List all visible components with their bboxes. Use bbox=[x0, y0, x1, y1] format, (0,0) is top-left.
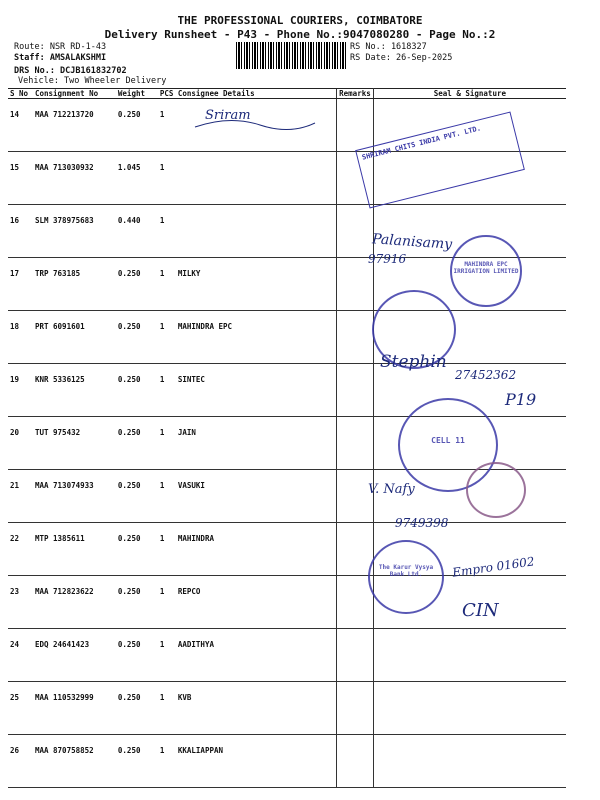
cell-sno: 21 bbox=[8, 470, 33, 523]
cell-weight: 0.250 bbox=[116, 364, 158, 417]
cell-consignment-no: MAA 110532999 bbox=[33, 682, 116, 735]
cell-weight: 0.250 bbox=[116, 417, 158, 470]
number-row17: 97916 bbox=[368, 252, 407, 266]
cell-remarks bbox=[337, 417, 374, 470]
cell-consignee: MAHINDRA EPC bbox=[176, 311, 337, 364]
cell-sno: 26 bbox=[8, 735, 33, 788]
cell-weight: 0.250 bbox=[116, 576, 158, 629]
cell-seal bbox=[373, 629, 566, 682]
cell-consignee: AADITHYA bbox=[176, 629, 337, 682]
cell-weight: 0.440 bbox=[116, 205, 158, 258]
cell-consignee: KKALIAPPAN bbox=[176, 735, 337, 788]
cell-pcs: 1 bbox=[158, 205, 176, 258]
cell-consignee: VASUKI bbox=[176, 470, 337, 523]
cell-pcs: 1 bbox=[158, 629, 176, 682]
signature-row26: CIN bbox=[462, 600, 499, 621]
cell-consignment-no: MAA 713030932 bbox=[33, 152, 116, 205]
vehicle-label: Vehicle: Two Wheeler Delivery bbox=[18, 76, 167, 86]
cell-consignment-no: MAA 712823622 bbox=[33, 576, 116, 629]
stamp-kvb-text: The Karur Vysya Bank Ltd. bbox=[378, 564, 434, 578]
cell-pcs: 1 bbox=[158, 364, 176, 417]
cell-consignee: KVB bbox=[176, 682, 337, 735]
cell-consignee: MAHINDRA bbox=[176, 523, 337, 576]
cell-pcs: 1 bbox=[158, 99, 176, 152]
table-header-row bbox=[8, 89, 566, 99]
cell-consignment-no: SLM 378975683 bbox=[33, 205, 116, 258]
cell-consignee: REPCO bbox=[176, 576, 337, 629]
number-row20: 27452362 bbox=[455, 368, 517, 382]
drs-label: DRS No.: DCJB161832702 bbox=[14, 66, 127, 76]
stamp-faded bbox=[466, 462, 526, 518]
cell-pcs: 1 bbox=[158, 417, 176, 470]
signature-row23: V. Nafy bbox=[368, 482, 415, 497]
cell-pcs: 1 bbox=[158, 523, 176, 576]
table-row bbox=[8, 629, 566, 682]
table-row bbox=[8, 682, 566, 735]
cell-sno: 24 bbox=[8, 629, 33, 682]
stamp-mahindra-text: MAHINDRA EPC IRRIGATION LIMITED bbox=[453, 261, 519, 275]
cell-consignment-no: MAA 712213720 bbox=[33, 99, 116, 152]
cell-pcs: 1 bbox=[158, 682, 176, 735]
cell-pcs: 1 bbox=[158, 258, 176, 311]
runsheet-subtitle: Delivery Runsheet - P43 - Phone No.:9047080280 - Page No.:2 bbox=[104, 28, 496, 41]
number-row24: 9749398 bbox=[395, 516, 449, 530]
cell-weight: 0.250 bbox=[116, 682, 158, 735]
cell-consignment-no: PRT 6091601 bbox=[33, 311, 116, 364]
signature-row21: P19 bbox=[505, 390, 537, 409]
cell-sno: 23 bbox=[8, 576, 33, 629]
cell-consignment-no: MTP 1385611 bbox=[33, 523, 116, 576]
cell-weight: 0.250 bbox=[116, 258, 158, 311]
cell-pcs: 1 bbox=[158, 470, 176, 523]
cell-sno: 20 bbox=[8, 417, 33, 470]
cell-remarks bbox=[337, 629, 374, 682]
cell-consignment-no: MAA 713074933 bbox=[33, 470, 116, 523]
route-label: Route: NSR RD-1-43 bbox=[14, 42, 107, 52]
signature-row25: Empro 01602 bbox=[451, 554, 536, 580]
cell-seal bbox=[373, 682, 566, 735]
cell-consignee: SINTEC bbox=[176, 364, 337, 417]
cell-weight: 0.250 bbox=[116, 470, 158, 523]
col-pcs: PCS bbox=[158, 89, 176, 99]
cell-pcs: 1 bbox=[158, 735, 176, 788]
cell-pcs: 1 bbox=[158, 311, 176, 364]
cell-remarks bbox=[337, 523, 374, 576]
signature-row20: Stephin bbox=[380, 352, 447, 372]
table-row bbox=[8, 735, 566, 788]
stamp-shriram-text: SHRIRAM CHITS INDIA PVT. LTD. bbox=[361, 124, 482, 162]
cell-consignee: MILKY bbox=[176, 258, 337, 311]
cell-weight: 0.250 bbox=[116, 735, 158, 788]
cell-sno: 19 bbox=[8, 364, 33, 417]
cell-weight: 0.250 bbox=[116, 523, 158, 576]
stamp-kvb bbox=[368, 540, 444, 614]
stamp-cell-text: CELL 11 bbox=[431, 436, 465, 445]
cell-consignment-no: TUT 975432 bbox=[33, 417, 116, 470]
cell-sno: 15 bbox=[8, 152, 33, 205]
cell-sno: 17 bbox=[8, 258, 33, 311]
signature-row17: Palanisamy bbox=[371, 231, 453, 253]
cell-weight: 1.045 bbox=[116, 152, 158, 205]
cell-weight: 0.250 bbox=[116, 311, 158, 364]
cell-remarks bbox=[337, 205, 374, 258]
col-consignee: Consignee Details bbox=[176, 89, 337, 99]
cell-weight: 0.250 bbox=[116, 99, 158, 152]
cell-consignee bbox=[176, 205, 337, 258]
rs-number: RS No.: 1618327 bbox=[350, 42, 427, 52]
cell-consignee: JAIN bbox=[176, 417, 337, 470]
stamp-mahindra bbox=[450, 235, 522, 307]
cell-consignment-no: TRP 763185 bbox=[33, 258, 116, 311]
cell-pcs: 1 bbox=[158, 152, 176, 205]
staff-label: Staff: AMSALAKSHMI bbox=[14, 53, 107, 63]
cell-remarks bbox=[337, 364, 374, 417]
col-seal: Seal & Signature bbox=[373, 89, 566, 99]
table-row bbox=[8, 311, 566, 364]
col-weight: Weight bbox=[116, 89, 158, 99]
col-remarks: Remarks bbox=[337, 89, 374, 99]
cell-weight: 0.250 bbox=[116, 629, 158, 682]
cell-remarks bbox=[337, 311, 374, 364]
cell-seal bbox=[373, 735, 566, 788]
signature-scribble-row14 bbox=[190, 115, 320, 145]
cell-consignment-no: EDQ 24641423 bbox=[33, 629, 116, 682]
cell-remarks bbox=[337, 682, 374, 735]
cell-sno: 25 bbox=[8, 682, 33, 735]
cell-sno: 22 bbox=[8, 523, 33, 576]
rs-date: RS Date: 26-Sep-2025 bbox=[350, 53, 453, 63]
cell-sno: 16 bbox=[8, 205, 33, 258]
cell-pcs: 1 bbox=[158, 576, 176, 629]
cell-consignment-no: MAA 870758852 bbox=[33, 735, 116, 788]
cell-remarks bbox=[337, 735, 374, 788]
cell-remarks bbox=[337, 99, 374, 152]
col-consignment: Consignment No bbox=[33, 89, 116, 99]
barcode bbox=[236, 42, 346, 69]
cell-sno: 18 bbox=[8, 311, 33, 364]
col-sno: S No bbox=[8, 89, 33, 99]
cell-consignee bbox=[176, 152, 337, 205]
cell-sno: 14 bbox=[8, 99, 33, 152]
cell-consignment-no: KNR 5336125 bbox=[33, 364, 116, 417]
company-title: THE PROFESSIONAL COURIERS, COIMBATORE bbox=[177, 14, 423, 27]
signature-row14: Sriram bbox=[205, 108, 251, 123]
